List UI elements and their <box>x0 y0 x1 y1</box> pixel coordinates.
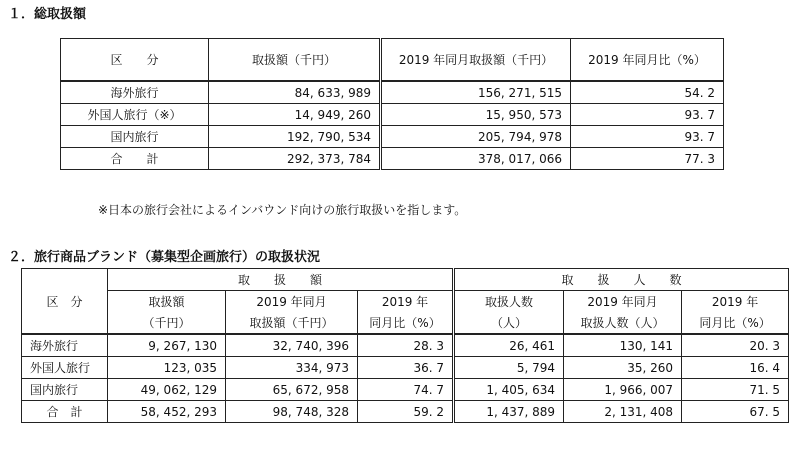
table-row <box>22 379 789 401</box>
cell-people-2019: 130, 141 <box>564 334 682 357</box>
header-amount: 取扱額（千円） <box>209 39 381 82</box>
sub-header-people-2019-unit: 取扱人数（人） <box>564 312 682 334</box>
cell-ratio: 93. 7 <box>571 104 724 126</box>
cell-amount-2019: 15, 950, 573 <box>381 104 571 126</box>
cell-amount-ratio: 59. 2 <box>358 401 454 423</box>
sub-header-amount-unit: （千円） <box>108 312 226 334</box>
cell-amount: 58, 452, 293 <box>108 401 226 423</box>
row-label: 合 計 <box>61 148 209 170</box>
cell-amount: 123, 035 <box>108 357 226 379</box>
header-category: 区 分 <box>61 39 209 82</box>
cell-ratio: 93. 7 <box>571 126 724 148</box>
cell-amount-2019: 65, 672, 958 <box>226 379 358 401</box>
cell-people-2019: 1, 966, 007 <box>564 379 682 401</box>
cell-people-ratio: 71. 5 <box>682 379 789 401</box>
cell-ratio: 77. 3 <box>571 148 724 170</box>
row-label: 外国人旅行（※） <box>61 104 209 126</box>
sub-header-people-ratio-unit: 同月比（%） <box>682 312 789 334</box>
row-label: 合 計 <box>22 401 108 423</box>
brand-status-table <box>21 268 789 423</box>
sub-header-people-2019: 2019 年同月 <box>564 291 682 313</box>
sub-header-row-top <box>22 291 789 313</box>
cell-amount-2019: 334, 973 <box>226 357 358 379</box>
row-label: 国内旅行 <box>61 126 209 148</box>
sub-header-amount-2019: 2019 年同月 <box>226 291 358 313</box>
cell-people: 1, 405, 634 <box>454 379 564 401</box>
table-row <box>61 104 724 126</box>
sub-header-people-ratio: 2019 年 <box>682 291 789 313</box>
section2-heading: ２．旅行商品ブランド（募集型企画旅行）の取扱状況 <box>8 250 321 265</box>
table-row <box>22 334 789 357</box>
cell-amount: 49, 062, 129 <box>108 379 226 401</box>
table-header-row <box>61 39 724 82</box>
cell-amount-2019: 98, 748, 328 <box>226 401 358 423</box>
sub-header-amount-ratio-unit: 同月比（%） <box>358 312 454 334</box>
cell-amount: 292, 373, 784 <box>209 148 381 170</box>
cell-people-ratio: 16. 4 <box>682 357 789 379</box>
row-label: 国内旅行 <box>22 379 108 401</box>
cell-amount-2019: 378, 017, 066 <box>381 148 571 170</box>
cell-amount-ratio: 28. 3 <box>358 334 454 357</box>
cell-amount: 9, 267, 130 <box>108 334 226 357</box>
header-ratio: 2019 年同月比（%） <box>571 39 724 82</box>
cell-people-2019: 35, 260 <box>564 357 682 379</box>
row-label: 海外旅行 <box>22 334 108 357</box>
cell-amount: 192, 790, 534 <box>209 126 381 148</box>
cell-amount: 14, 949, 260 <box>209 104 381 126</box>
cell-amount-ratio: 74. 7 <box>358 379 454 401</box>
table-row-total <box>61 148 724 170</box>
header-amount-2019: 2019 年同月取扱額（千円） <box>381 39 571 82</box>
sub-header-row-bottom <box>22 312 789 334</box>
cell-amount-2019: 205, 794, 978 <box>381 126 571 148</box>
table-row <box>22 357 789 379</box>
cell-people: 1, 437, 889 <box>454 401 564 423</box>
section1-heading: １．総取扱額 <box>8 7 87 22</box>
header-group-people: 取 扱 人 数 <box>454 269 789 291</box>
cell-amount-2019: 156, 271, 515 <box>381 81 571 104</box>
table-row-total <box>22 401 789 423</box>
table-row <box>61 126 724 148</box>
cell-amount-2019: 32, 740, 396 <box>226 334 358 357</box>
cell-amount: 84, 633, 989 <box>209 81 381 104</box>
group-header-row <box>22 269 789 291</box>
header-category: 区 分 <box>22 269 108 335</box>
sub-header-amount-ratio: 2019 年 <box>358 291 454 313</box>
sub-header-people: 取扱人数 <box>454 291 564 313</box>
sub-header-amount: 取扱額 <box>108 291 226 313</box>
cell-people-ratio: 67. 5 <box>682 401 789 423</box>
sub-header-amount-2019-unit: 取扱額（千円） <box>226 312 358 334</box>
table-row <box>61 81 724 104</box>
footnote: ※日本の旅行会社によるインバウンド向けの旅行取扱いを指します。 <box>98 203 467 217</box>
cell-people-2019: 2, 131, 408 <box>564 401 682 423</box>
header-group-amount: 取 扱 額 <box>108 269 454 291</box>
cell-amount-ratio: 36. 7 <box>358 357 454 379</box>
sub-header-people-unit: （人） <box>454 312 564 334</box>
cell-people: 26, 461 <box>454 334 564 357</box>
row-label: 海外旅行 <box>61 81 209 104</box>
total-amount-table <box>60 38 724 170</box>
cell-ratio: 54. 2 <box>571 81 724 104</box>
cell-people: 5, 794 <box>454 357 564 379</box>
row-label: 外国人旅行 <box>22 357 108 379</box>
cell-people-ratio: 20. 3 <box>682 334 789 357</box>
